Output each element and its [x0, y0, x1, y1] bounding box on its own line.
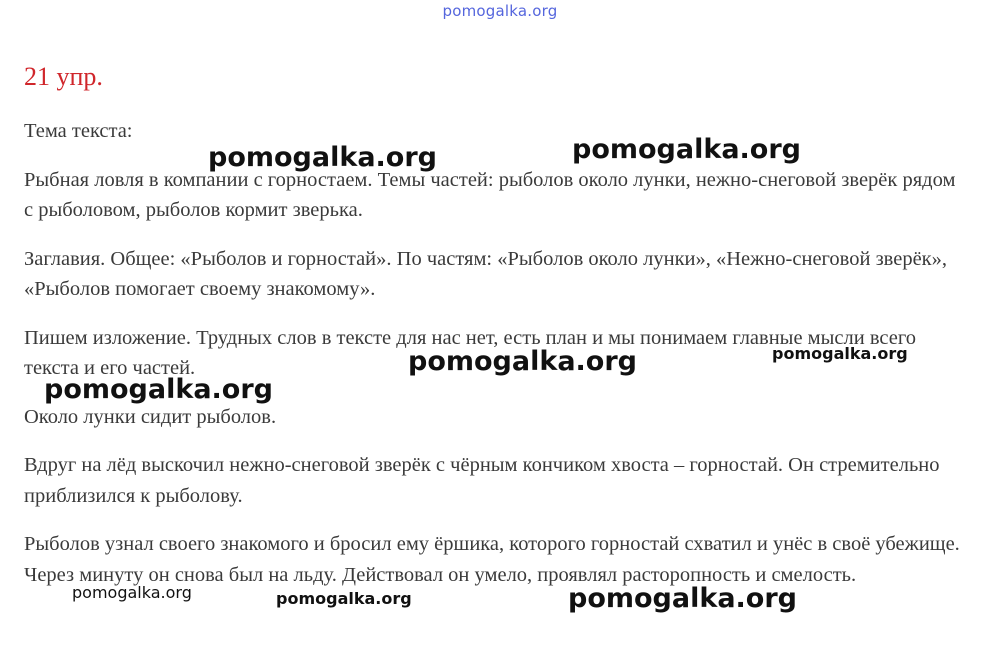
watermark-overlay: pomogalka.org [772, 344, 908, 363]
watermark-overlay: pomogalka.org [408, 346, 637, 377]
paragraph-titles: Заглавия. Общее: «Рыболов и горностай». По частям: «Рыболов около лунки», «Нежно-снеговой зверёк», «Рыболов помогает своему знакомому». [24, 247, 948, 300]
paragraph-part-1: Около лунки сидит рыболов. [24, 405, 277, 428]
exercise-title: 21 упр. [24, 62, 103, 91]
watermark-overlay: pomogalka.org [276, 589, 412, 608]
paragraph-topic: Рыбная ловля в компании с горностаем. Темы частей: рыболов около лунки, нежно-снеговой зверёк рядом с рыболовом, рыболов кормит зверька. [24, 168, 956, 221]
paragraph-part-3: Рыболов узнал своего знакомого и бросил ему ёршика, которого горностай схватил и унёс в своё убежище. Через минуту он снова был на льду. Действовал он умело, проявлял расторопность и смелость. [24, 533, 960, 586]
watermark-overlay: pomogalka.org [44, 374, 273, 405]
watermark-overlay: pomogalka.org [72, 583, 192, 602]
watermark-overlay: pomogalka.org [208, 142, 437, 173]
paragraph-topic-label: Тема текста: [24, 120, 133, 142]
site-watermark-top: pomogalka.org [442, 2, 558, 20]
watermark-overlay: pomogalka.org [568, 583, 797, 614]
watermark-overlay: pomogalka.org [572, 134, 801, 165]
paragraph-writing: Пишем изложение. Трудных слов в тексте для нас нет, есть план и мы понимаем главные мысли всего текста и его частей. [24, 326, 916, 379]
paragraph-part-2: Вдруг на лёд выскочил нежно-снеговой зверёк с чёрным кончиком хвоста – горностай. Он стремительно приблизился к рыболову. [24, 454, 940, 507]
